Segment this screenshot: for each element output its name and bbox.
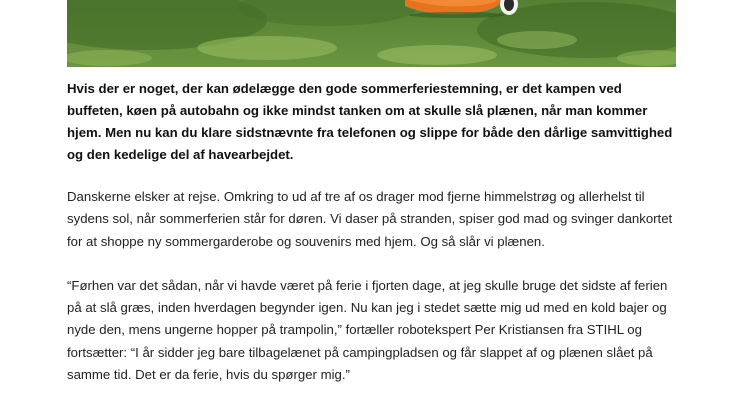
robotic-lawnmower: [405, 0, 518, 18]
article-body: [67, 78, 676, 386]
lawnmower-photo-icon: [67, 0, 676, 67]
article-lead: Hvis der er noget, der kan ødelægge den gode sommerferiestemning, er det kampen ved buffeten, køen på autobahn og ikke mindst tanken om at skulle slå plænen, når man kommer hjem. Men nu kan du klare sidstnævnte fra telefonen og slippe for både den dårlige samvittighed og den kedelige del af havearbejdet.: [67, 81, 673, 162]
hero-image: [67, 0, 676, 67]
article-paragraph-1: Danskerne elsker at rejse. Omkring to ud af tre af os drager mod fjerne himmelstrøg og allerhelst til sydens sol, når sommerferien står for døren. Vi daser på stranden, spiser god mad og svinger dankortet for at shoppe ny sommergarderobe og souvenirs med hjem. Og så slår vi plænen.: [67, 189, 673, 249]
article-paragraph-2: “Førhen var det sådan, når vi havde været på ferie i fjorten dage, at jeg skulle bruge det sidste af ferien på at slå græs, inden hverdagen begynder igen. Nu kan jeg i stedet sætte mig ud med en kold bajer og nyde den, mens ungerne hopper på trampolin,” fortæller robotekspert Per Kristiansen fra STIHL og fortsætter: “I år sidder jeg bare tilbagelænet på campingpladsen og får slappet af og plænen slået på samme tid. Det er da ferie, hvis du spørger mig.”: [67, 277, 668, 383]
